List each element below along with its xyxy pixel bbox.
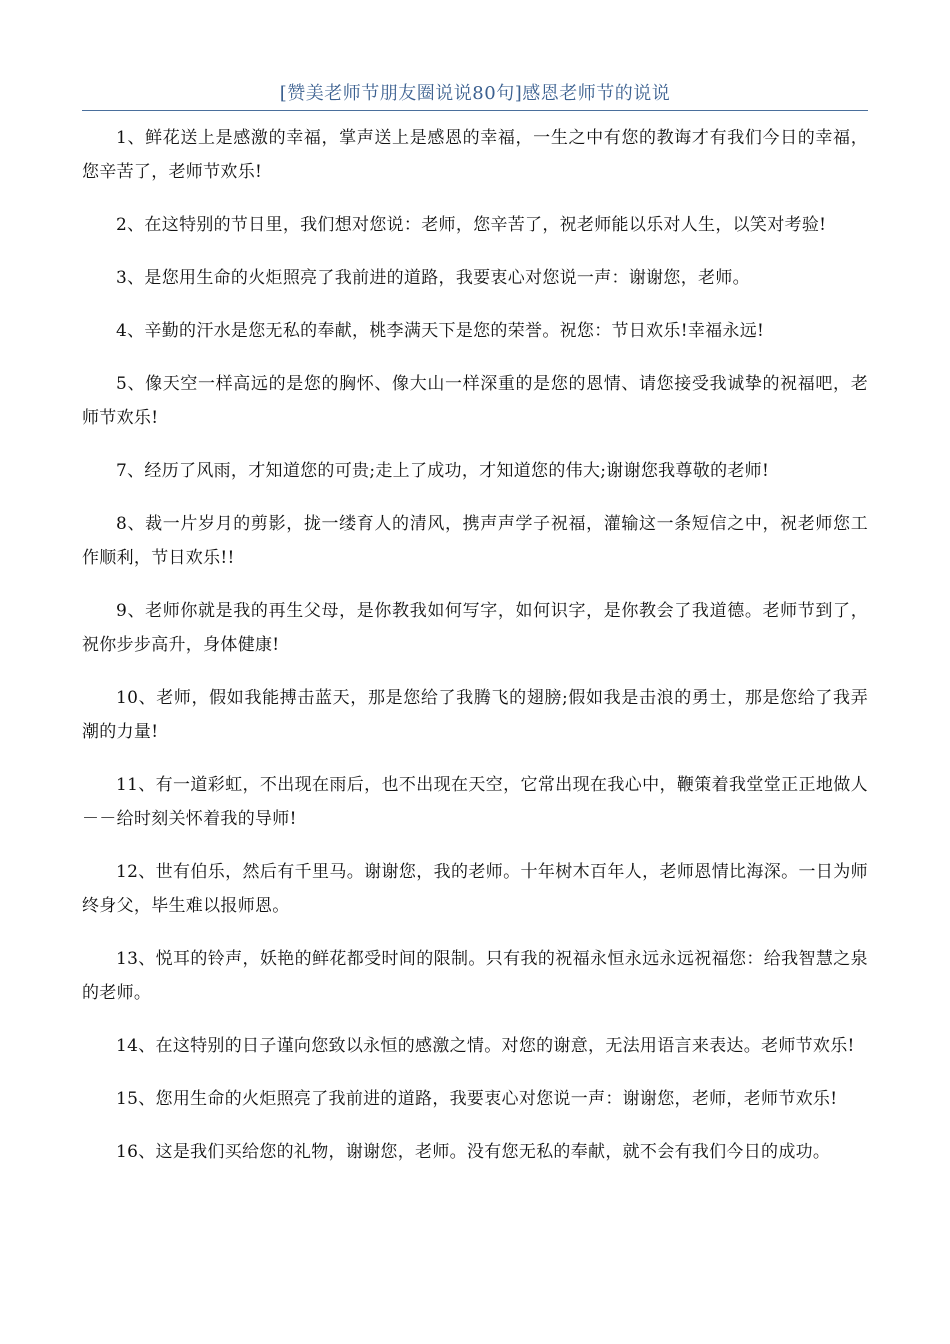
document-header [82,80,868,111]
paragraph: 5、像天空一样高远的是您的胸怀、像大山一样深重的是您的恩情、请您接受我诚挚的祝福吧，老师节欢乐! [82,374,868,428]
paragraph: 4、辛勤的汗水是您无私的奉献，桃李满天下是您的荣誉。祝您：节日欢乐!幸福永远! [116,321,765,341]
paragraph: 2、在这特别的节日里，我们想对您说：老师，您辛苦了，祝老师能以乐对人生，以笑对考验! [116,215,827,235]
paragraph: 16、这是我们买给您的礼物，谢谢您，老师。没有您无私的奉献，就不会有我们今日的成功。 [116,1142,831,1162]
document-title: [赞美老师节朋友圈说说80句]感恩老师节的说说 [279,83,671,104]
document-body [82,121,868,1188]
paragraph: 10、老师，假如我能搏击蓝天，那是您给了我腾飞的翅膀;假如我是击浪的勇士，那是您给了我弄潮的力量! [82,688,868,742]
paragraph: 15、您用生命的火炬照亮了我前进的道路，我要衷心对您说一声：谢谢您，老师，老师节欢乐! [116,1089,838,1109]
paragraph: 7、经历了风雨，才知道您的可贵;走上了成功，才知道您的伟大;谢谢您我尊敬的老师! [116,461,770,481]
paragraph: 9、老师你就是我的再生父母，是你教我如何写字，如何识字，是你教会了我道德。老师节到了，祝你步步高升，身体健康! [82,601,868,655]
paragraph: 11、有一道彩虹，不出现在雨后，也不出现在天空，它常出现在我心中，鞭策着我堂堂正正地做人－－给时刻关怀着我的导师! [82,775,868,829]
paragraph: 8、裁一片岁月的剪影，拢一缕育人的清风，携声声学子祝福，灌输这一条短信之中，祝老师您工作顺利，节日欢乐!! [82,514,868,568]
paragraph: 1、鲜花送上是感激的幸福，掌声送上是感恩的幸福，一生之中有您的教诲才有我们今日的幸福，您辛苦了，老师节欢乐! [82,128,868,182]
paragraph: 14、在这特别的日子谨向您致以永恒的感激之情。对您的谢意，无法用语言来表达。老师节欢乐! [116,1036,855,1056]
paragraph: 13、悦耳的铃声，妖艳的鲜花都受时间的限制。只有我的祝福永恒永远永远祝福您：给我智慧之泉的老师。 [82,949,868,1003]
paragraph: 12、世有伯乐，然后有千里马。谢谢您，我的老师。十年树木百年人，老师恩情比海深。一日为师终身父，毕生难以报师恩。 [82,862,868,916]
paragraph: 3、是您用生命的火炬照亮了我前进的道路，我要衷心对您说一声：谢谢您，老师。 [116,268,750,288]
